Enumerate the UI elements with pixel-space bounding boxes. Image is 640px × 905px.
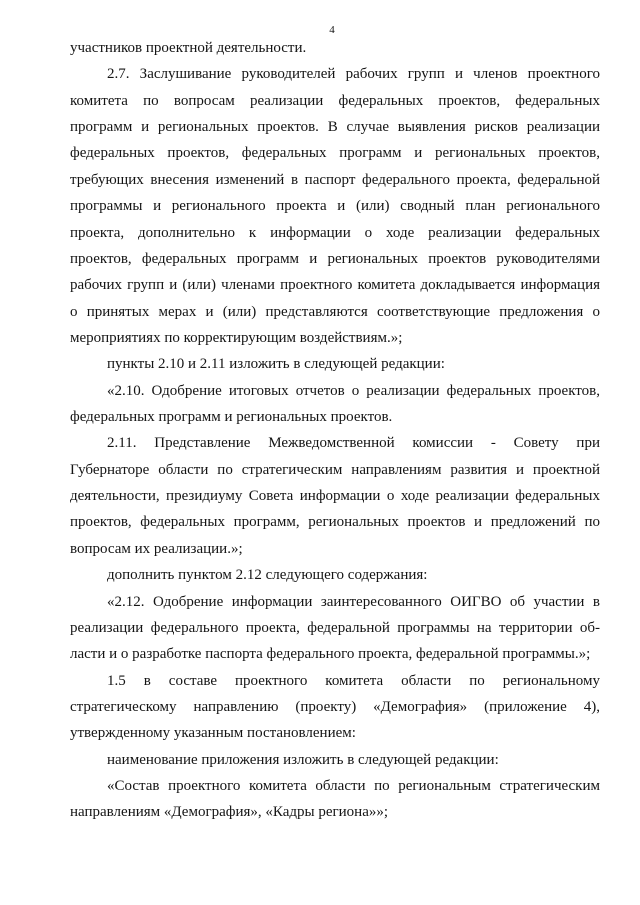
text-line: программ и региональных проектов. В случае выявления рисков реализации (70, 119, 600, 136)
text-line: рабочих групп и (или) членами проектного комитета докладывается информация (70, 277, 600, 294)
text-line: федеральных проектов, федеральных программ и региональных проектов, (70, 145, 600, 162)
text-line: 2.7. Заслушивание руководителей рабочих групп и членов проектного (107, 66, 600, 83)
text-line: ласти и о разработке паспорта федерального проекта, федеральной программы.»; (70, 646, 591, 663)
paragraph-continuation (70, 35, 600, 61)
text-line: «2.12. Одобрение информации заинтересованного ОИГВО об участии в (107, 593, 600, 610)
amendment-instruction (70, 562, 600, 588)
clause-2-11 (70, 430, 600, 562)
text-line: пункты 2.10 и 2.11 изложить в следующей редакции: (107, 356, 445, 373)
text-line: вопросам их реализации.»; (70, 540, 243, 557)
text-line: программы и регионального проекта и (или) сводный план регионального (70, 198, 600, 215)
text-line: деятельности, президиуму Совета информации о ходе реализации федеральных (70, 488, 600, 505)
text-line: дополнить пунктом 2.12 следующего содержания: (107, 567, 428, 584)
text-line: проектов, федеральных программ и региональных проектов руководителями (70, 250, 600, 267)
amendment-instruction (70, 747, 600, 773)
clause-2-10 (70, 378, 600, 431)
clause-2-7 (70, 61, 600, 351)
text-line: «Состав проектного комитета области по региональным стратегическим (107, 778, 600, 795)
text-line: стратегическому направлению (проекту) «Демография» (приложение 4), (70, 698, 600, 715)
text-line: федеральных программ и региональных проектов. (70, 409, 393, 426)
text-line: о принятых мерах и (или) представляются соответствующие предложения о (70, 303, 600, 320)
text-line: проектов, федеральных программ, региональных проектов и предложений по (70, 514, 600, 531)
text-line: «2.10. Одобрение итоговых отчетов о реализации федеральных проектов, (107, 382, 600, 399)
text-line: 2.11. Представление Межведомственной комиссии - Совету при (107, 435, 600, 452)
text-line: Губернаторе области по стратегическим направлениям развития и проектной (70, 461, 600, 478)
text-line: участников проектной деятельности. (70, 40, 307, 56)
text-line: реализации федерального проекта, федеральной программы на территории об- (70, 619, 600, 636)
text-line: 1.5 в составе проектного комитета области по региональному (107, 672, 600, 689)
page-number: 4 (329, 24, 335, 36)
annex-title (70, 773, 600, 826)
text-line: требующих внесения изменений в паспорт федерального проекта, федеральной (70, 171, 600, 188)
text-line: утвержденному указанным постановлением: (70, 725, 356, 742)
text-line: наименование приложения изложить в следующей редакции: (107, 751, 499, 768)
clause-2-12 (70, 589, 600, 668)
text-line: мероприятиях по корректирующим воздействиям.»; (70, 329, 403, 346)
amendment-instruction (70, 351, 600, 377)
text-line: направлениям «Демография», «Кадры региона»»; (70, 804, 389, 821)
text-line: проекта, дополнительно к информации о ходе реализации федеральных (70, 224, 600, 241)
text-line: комитета по вопросам реализации федеральных проектов, федеральных (70, 92, 600, 109)
document-body (70, 35, 600, 826)
item-1-5 (70, 668, 600, 747)
